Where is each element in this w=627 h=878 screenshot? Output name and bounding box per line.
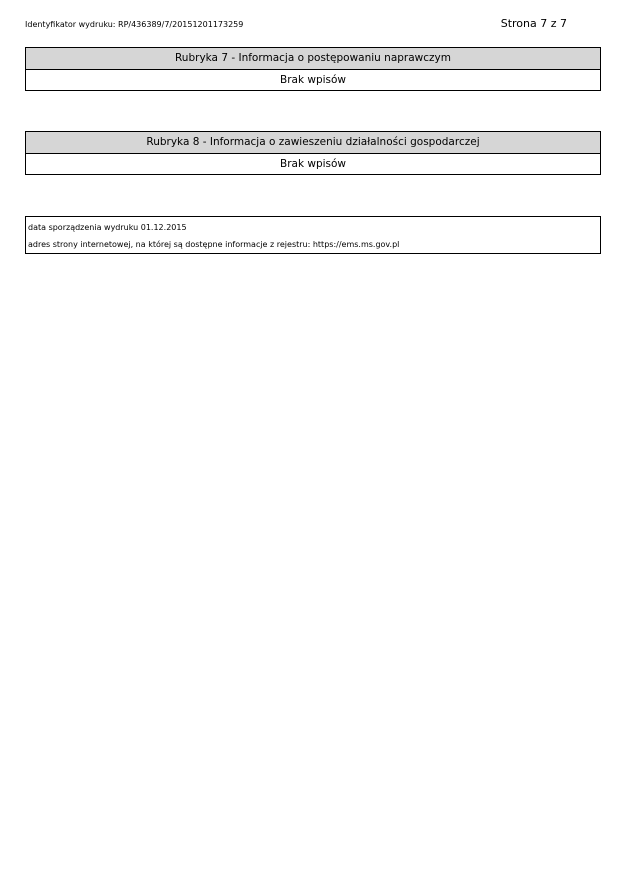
print-date: data sporządzenia wydruku 01.12.2015 — [28, 223, 187, 232]
print-info-box — [25, 216, 601, 254]
section-rubryka-8 — [25, 131, 601, 175]
section-body: Brak wpisów — [26, 154, 600, 174]
section-body: Brak wpisów — [26, 70, 600, 90]
page-number: Strona 7 z 7 — [500, 17, 567, 30]
registry-address: adres strony internetowej, na której są dostępne informacje z rejestru: https://ems.ms.gov.pl — [28, 240, 400, 249]
section-title: Rubryka 7 - Informacja o postępowaniu naprawczym — [26, 48, 600, 70]
print-identifier: Identyfikator wydruku: RP/436389/7/20151201173259 — [25, 20, 244, 29]
section-title: Rubryka 8 - Informacja o zawieszeniu działalności gospodarczej — [26, 132, 600, 154]
section-rubryka-7 — [25, 47, 601, 91]
